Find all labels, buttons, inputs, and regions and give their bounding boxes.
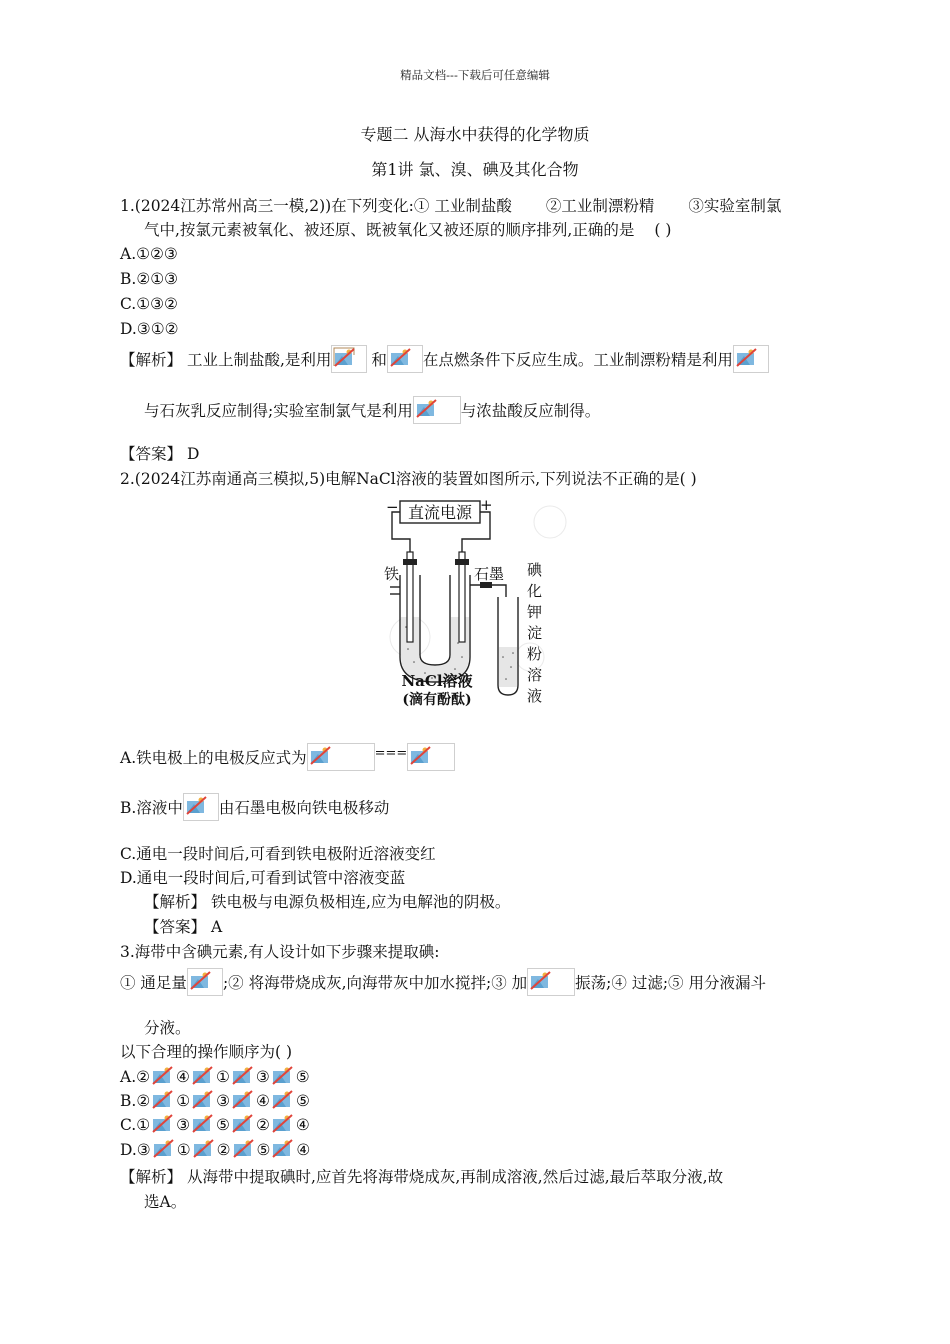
- q1-answer-value: D: [186, 445, 200, 463]
- broken-image-icon: [733, 345, 769, 373]
- q2-opt-a-text: A.铁电极上的电极反应式为: [120, 749, 307, 767]
- iron-electrode: [407, 552, 413, 642]
- q3-analysis-line1: [120, 1166, 723, 1188]
- q2-option-a: [120, 743, 455, 771]
- q2-stem: 2.(2024江苏南通高三模拟,5)电解NaCl溶液的装置如图所示,下列说法不正确的是( ): [120, 470, 697, 488]
- lesson-title: 第1讲 氯、溴、碘及其化合物: [371, 160, 579, 179]
- svg-text:化: 化: [527, 582, 543, 600]
- q3-stem: 3.海带中含碘元素,有人设计如下步骤来提取碘:: [120, 943, 440, 961]
- answer-label: 【答案】: [144, 918, 207, 936]
- answer-label: 【答案】: [120, 445, 183, 463]
- q1-analysis-line2: [144, 396, 600, 424]
- q1-analysis-1a: 工业上制盐酸,是利用: [186, 351, 332, 369]
- q3-steps-line1: [120, 968, 766, 996]
- graphite-electrode: [459, 552, 465, 642]
- q2-answer-value: A: [210, 918, 223, 936]
- iron-label: 铁: [384, 565, 400, 583]
- broken-image-icon: [270, 1112, 296, 1136]
- section-title: 专题二 从海水中获得的化学物质: [360, 125, 590, 144]
- q1-stem-2: 气中,按氯元素被氧化、被还原、既被氧化又被还原的顺序排列,正确的是: [144, 221, 635, 239]
- q1-paren: ( ): [654, 221, 672, 239]
- u-tube-inner: [420, 575, 450, 665]
- q1-analysis-2b: 与浓盐酸反应制得。: [460, 402, 601, 420]
- q1-analysis-line1: [120, 345, 769, 373]
- q1-stem-line1: [120, 195, 781, 217]
- analysis-label: 【解析】: [120, 1168, 183, 1186]
- q3-steps-line2: 分液。: [144, 1019, 191, 1037]
- minus-sign: −: [386, 498, 399, 516]
- q1-option-b: B.②①③: [120, 270, 179, 288]
- svg-text:淀: 淀: [527, 624, 543, 642]
- q2-option-c: C.通电一段时间后,可看到铁电极附近溶液变红: [120, 845, 436, 863]
- svg-text:溶: 溶: [527, 666, 543, 684]
- svg-text:碘: 碘: [527, 561, 543, 579]
- broken-image-icon: [150, 1088, 176, 1112]
- broken-image-icon: [191, 1137, 217, 1161]
- broken-image-icon: [187, 968, 223, 996]
- broken-image-icon: [230, 1088, 256, 1112]
- q2-opt-b-rest: 由石墨电极向铁电极移动: [218, 799, 390, 817]
- broken-image-icon: [387, 345, 423, 373]
- power-supply-label: 直流电源: [407, 503, 473, 522]
- q1-analysis-2a: 与石灰乳反应制得;实验室制氯气是利用: [144, 402, 413, 420]
- q1-option-d: D.③①②: [120, 320, 179, 338]
- q2-opt-a-eq: ===: [374, 746, 408, 761]
- q3-option-a: A.② ④ ① ③ ⑤: [120, 1064, 310, 1088]
- broken-image-icon: [151, 1137, 177, 1161]
- q2-answer: [144, 916, 222, 938]
- q2-opt-b-text: B.溶液中: [120, 799, 183, 817]
- broken-image-icon: [230, 1112, 256, 1136]
- q1-stem-b: ②工业制漂粉精: [545, 197, 655, 215]
- broken-image-icon: [183, 793, 219, 821]
- q1-stem-line2: [144, 219, 671, 241]
- broken-image-icon: [190, 1088, 216, 1112]
- q3-steps-c: 振荡;④ 过滤;⑤ 用分液漏斗: [575, 974, 766, 992]
- svg-text:液: 液: [527, 687, 543, 705]
- plus-sign: +: [480, 497, 493, 514]
- broken-image-icon: [331, 345, 367, 373]
- broken-image-icon: [150, 1064, 176, 1088]
- broken-image-icon: [270, 1064, 296, 1088]
- broken-image-icon: [307, 743, 375, 771]
- ki-starch-label: [527, 561, 543, 705]
- broken-image-icon: [270, 1137, 296, 1161]
- electrolysis-diagram: [370, 497, 570, 712]
- analysis-label: 【解析】: [120, 351, 183, 369]
- solution-label-1: NaCl溶液: [401, 672, 473, 690]
- broken-image-icon: [413, 396, 461, 424]
- q3-option-b: B.② ① ③ ④ ⑤: [120, 1088, 310, 1112]
- svg-text:粉: 粉: [527, 645, 543, 663]
- q3-analysis-1: 从海带中提取碘时,应首先将海带烧成灰,再制成溶液,然后过滤,最后萃取分液,故: [186, 1168, 724, 1186]
- broken-image-icon: [270, 1088, 296, 1112]
- q2-analysis-text: 铁电极与电源负极相连,应为电解池的阴极。: [210, 893, 511, 911]
- broken-image-icon: [190, 1112, 216, 1136]
- q1-analysis-1c: 在点燃条件下反应生成。工业制漂粉精是利用: [422, 351, 733, 369]
- graphite-label: 石墨: [474, 565, 505, 583]
- q2-analysis: [144, 891, 510, 913]
- q3-steps-b: ;② 将海带烧成灰,向海带灰中加水搅拌;③ 加: [222, 974, 528, 992]
- solution-label-2: (滴有酚酞): [402, 692, 472, 708]
- q1-option-a: A.①②③: [120, 245, 178, 263]
- q2-option-b: [120, 793, 389, 821]
- q1-analysis-1b: 和: [371, 351, 387, 369]
- q1-answer: [120, 443, 199, 465]
- q3-analysis-line2: 选A。: [144, 1193, 187, 1211]
- q1-stem-a: 1.(2024江苏常州高三一模,2))在下列变化:① 工业制盐酸: [120, 197, 512, 215]
- q1-option-c: C.①③②: [120, 295, 178, 313]
- page-header: 精品文档---下载后可任意编辑: [400, 68, 550, 82]
- q1-stem-c: ③实验室制氯: [688, 197, 782, 215]
- q3-steps-a: ① 通足量: [120, 974, 187, 992]
- q2-option-d: D.通电一段时间后,可看到试管中溶液变蓝: [120, 869, 406, 887]
- broken-image-icon: [231, 1137, 257, 1161]
- svg-text:钾: 钾: [527, 603, 543, 621]
- q3-option-d: D.③ ① ② ⑤ ④: [120, 1137, 310, 1161]
- broken-image-icon: [527, 968, 575, 996]
- q3-question: 以下合理的操作顺序为( ): [120, 1043, 293, 1061]
- broken-image-icon: [190, 1064, 216, 1088]
- broken-image-icon: [230, 1064, 256, 1088]
- broken-image-icon: [407, 743, 455, 771]
- q3-option-c: C.① ③ ⑤ ② ④: [120, 1112, 310, 1136]
- broken-image-icon: [150, 1112, 176, 1136]
- analysis-label: 【解析】: [144, 893, 207, 911]
